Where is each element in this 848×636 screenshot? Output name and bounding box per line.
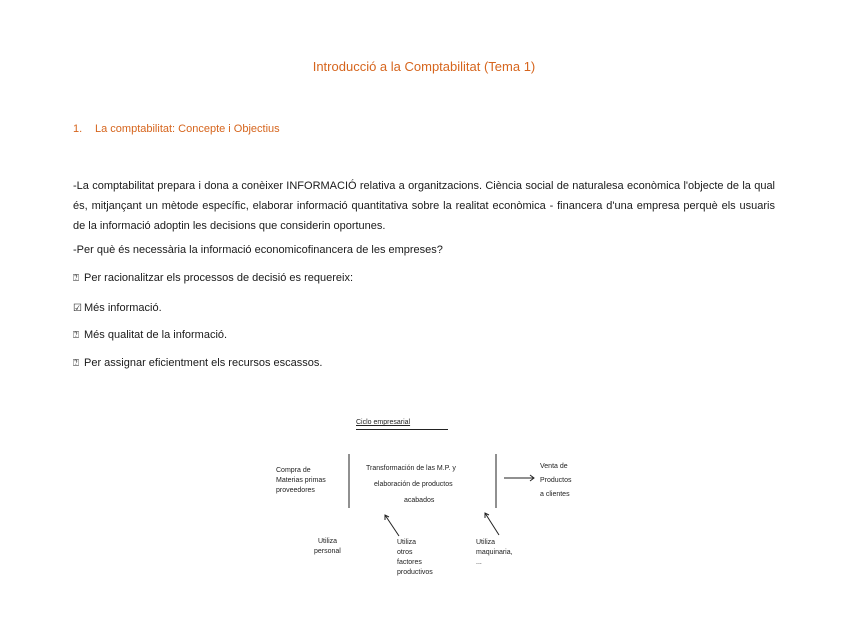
checkbox-icon: ⍰ (73, 273, 79, 284)
arrow-mid (385, 515, 399, 536)
bullet-item (73, 355, 322, 372)
bullet-text: Per racionalitzar els processos de decisió es requereix: (84, 272, 354, 284)
business-cycle-diagram (260, 412, 600, 587)
arrow-right-bottom (485, 513, 499, 535)
diagram-purchase: Compra de Materias primas proveedores (276, 467, 326, 494)
bullet-text: Per assignar eficientment els recursos escassos. (84, 357, 323, 369)
section-title: La comptabilitat: Concepte i Objectius (95, 123, 280, 135)
checkbox-icon: ⍰ (73, 358, 79, 369)
question-paragraph: -Per què és necessària la informació economicofinancera de les empreses? (73, 244, 443, 256)
document-title: Introducció a la Comptabilitat (Tema 1) (312, 59, 536, 74)
diagram-machinery: Utiliza maquinaria, ... (476, 539, 513, 566)
bullet-item (73, 300, 162, 317)
intro-paragraph: -La comptabilitat prepara i dona a conèixer INFORMACIÓ relativa a organitzacions. Ciència social de naturalesa econòmica l'objecte de la qual és, mitjançant un mètode específic, elaborar informació quantitativa sobre la realitat econòmica - financera d'una empresa perquè els usuaris de la informació adoptin les decisions que considerin oportunes. (73, 180, 775, 232)
diagram-title: Ciclo empresarial (356, 419, 411, 426)
bullet-item (73, 270, 353, 287)
diagram-sales: Venta de Productos a clientes (540, 463, 572, 498)
bullet-text: Més qualitat de la informació. (84, 329, 228, 341)
diagram-transformation: Transformación de las M.P. y elaboración de productos acabados (366, 465, 456, 504)
section-number: 1. (73, 123, 83, 135)
checkbox-icon: ☑ (73, 303, 82, 314)
diagram-other-factors: Utiliza otros factores productivos (397, 539, 433, 576)
bullet-text: Més informació. (84, 302, 162, 314)
checkbox-icon: ⍰ (73, 330, 79, 341)
diagram-personnel: Utiliza personal (314, 538, 341, 555)
section-heading (73, 123, 280, 135)
bullet-item (73, 327, 227, 344)
